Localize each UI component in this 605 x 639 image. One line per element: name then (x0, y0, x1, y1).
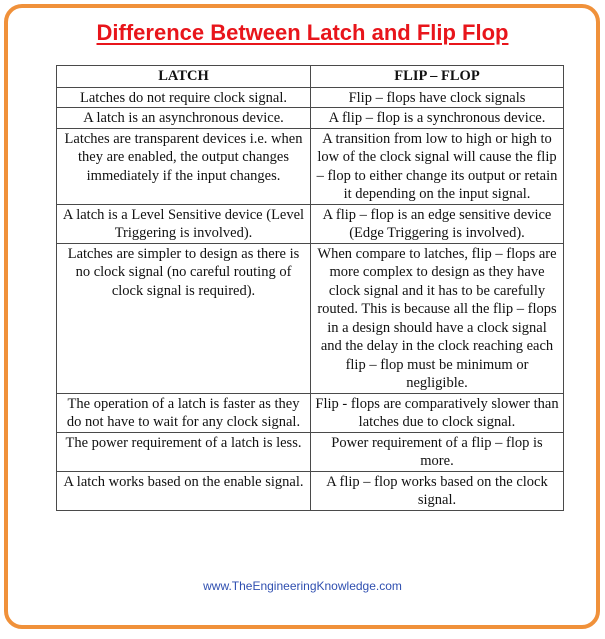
table-row (57, 108, 564, 129)
table-header-row (57, 66, 564, 88)
flip-flop-cell: Power requirement of a flip – flop is more. (311, 432, 564, 471)
website-footer: www.TheEngineeringKnowledge.com (203, 579, 402, 593)
latch-cell: A latch is a Level Sensitive device (Level Triggering is involved). (57, 204, 311, 243)
header-flip-flop: FLIP – FLOP (311, 66, 564, 88)
flip-flop-cell: Flip – flops have clock signals (311, 87, 564, 108)
header-latch: LATCH (57, 66, 311, 88)
latch-cell: A latch works based on the enable signal. (57, 471, 311, 510)
table-row (57, 432, 564, 471)
table-row (57, 128, 564, 204)
latch-cell: The power requirement of a latch is less. (57, 432, 311, 471)
table-row (57, 471, 564, 510)
table-row (57, 243, 564, 393)
latch-cell: The operation of a latch is faster as they do not have to wait for any clock signal. (57, 393, 311, 432)
comparison-table (56, 65, 564, 511)
flip-flop-cell: A flip – flop is a synchronous device. (311, 108, 564, 129)
latch-cell: A latch is an asynchronous device. (57, 108, 311, 129)
table-row (57, 393, 564, 432)
flip-flop-cell: When compare to latches, flip – flops are more complex to design as they have clock signal and it has to be carefully routed. This is because all the flip – flops in a design should have a clock signal and the delay in the clock reaching each flip – flop must be minimum or negligible. (311, 243, 564, 393)
table-row (57, 87, 564, 108)
flip-flop-cell: A flip – flop works based on the clock signal. (311, 471, 564, 510)
flip-flop-cell: A flip – flop is an edge sensitive device (Edge Triggering is involved). (311, 204, 564, 243)
flip-flop-cell: Flip - flops are comparatively slower than latches due to clock signal. (311, 393, 564, 432)
page-title: Difference Between Latch and Flip Flop (96, 20, 509, 45)
table-row (57, 204, 564, 243)
latch-cell: Latches are simpler to design as there is no clock signal (no careful routing of clock signal is required). (57, 243, 311, 393)
flip-flop-cell: A transition from low to high or high to low of the clock signal will cause the flip – flop to either change its output or retain it depending on the input signal. (311, 128, 564, 204)
latch-cell: Latches are transparent devices i.e. when they are enabled, the output changes immediately if the input changes. (57, 128, 311, 204)
latch-cell: Latches do not require clock signal. (57, 87, 311, 108)
